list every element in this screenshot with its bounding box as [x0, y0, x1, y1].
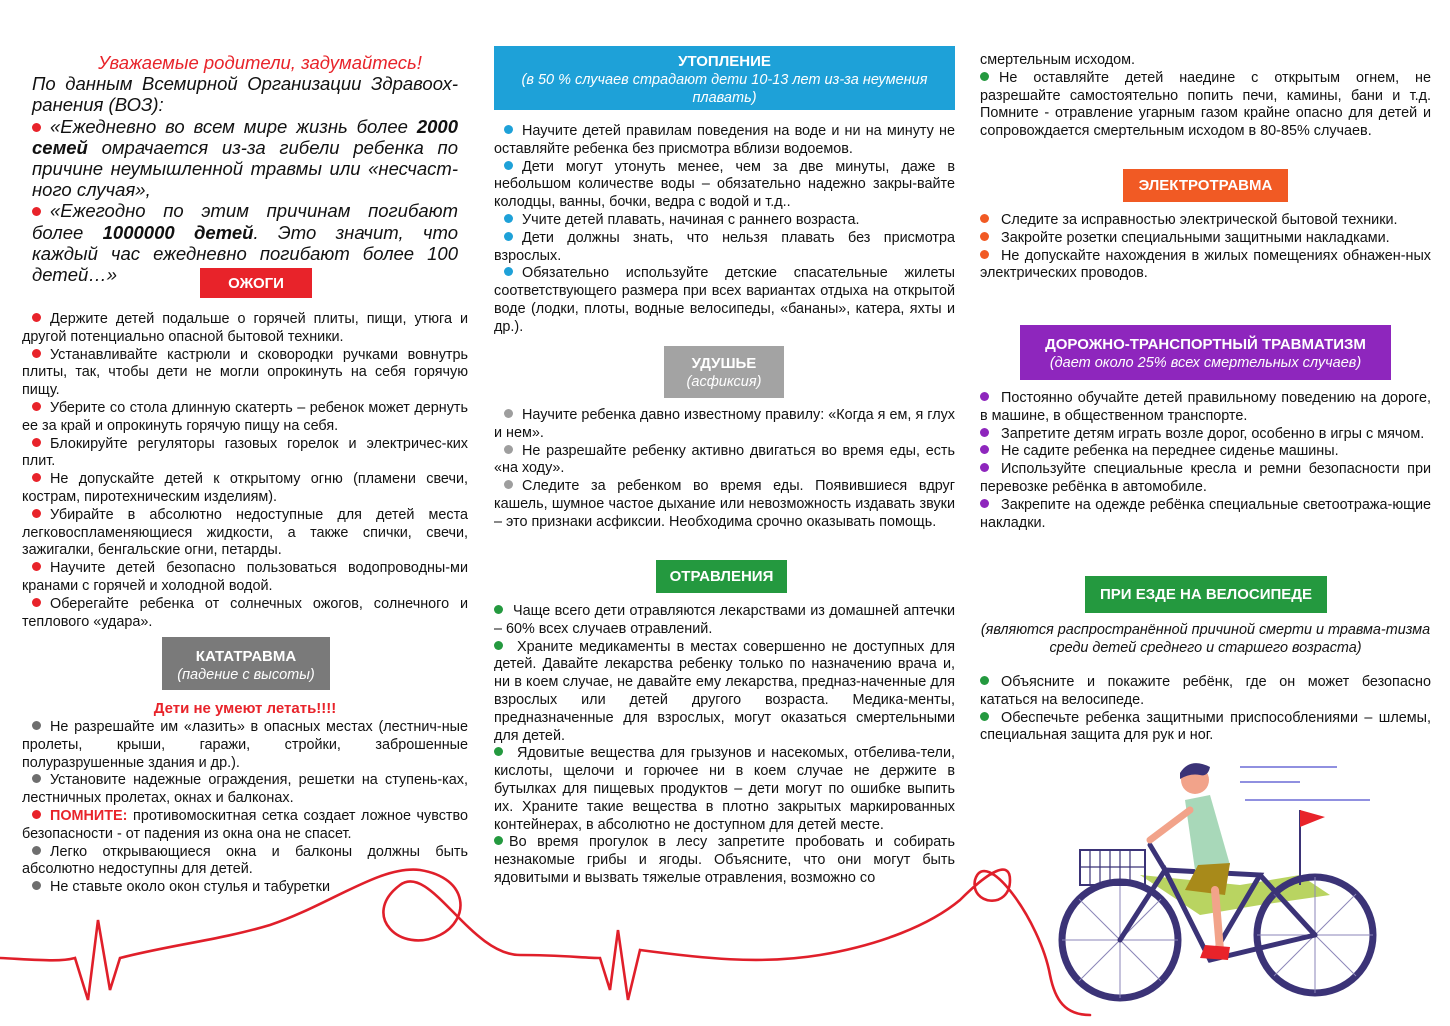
- choking-header: [664, 346, 784, 398]
- list-item: Запретите детям играть возле дорог, особенно в игры с мячом.: [980, 426, 1431, 444]
- list-item: Научите ребенка давно известному правилу: «Когда я ем, я глух и нем».: [494, 407, 955, 441]
- list-item: ПОМНИТЕ: противомоскитная сетка создает ложное чувство безопасности - от падения из окна она не спасет.: [22, 807, 469, 842]
- list-item: Закройте розетки специальными защитными накладками.: [980, 230, 1431, 248]
- list-item: Не разрешайте им «лазить» в опасных местах (лестнич-ные пролеты, крыши, гаражи, стройки, заброшенные полуразрушенные здания и др.).: [22, 719, 468, 771]
- falls-header: [162, 637, 330, 690]
- list-item: Не ставьте около окон стулья и табуретки: [22, 879, 468, 897]
- list-item: Научите детей безопасно пользоваться водопроводны-ми кранами с горячей и холодной водой.: [22, 560, 468, 594]
- list-item: Следите за исправностью электрической бытовой техники.: [980, 212, 1431, 230]
- list-item: Не разрешайте ребенку активно двигаться во время еды, есть «на ходу».: [494, 442, 955, 477]
- choking-subtitle: (асфиксия): [686, 374, 762, 390]
- list-item: Не оставляйте детей наедине с открытым огнем, не разрешайте самостоятельно попить печи, камины, бани и т.д. Помните - отравление угарным газом крайне опасно для детей и сопровождается смертельным исходом в 80-85% случаев.: [980, 69, 1431, 140]
- list-item: Ядовитые вещества для грызунов и насекомых, отбелива-тели, кислоты, щелочи и горючее ни в коем случае не держите в бутылках для пищевых продуктов – дети могут по ошибке выпить их. Храните такие вещества в плотно закрытых маркированных контейнерах, в абсолютно не доступном для детей месте.: [494, 745, 955, 833]
- bike-header: ПРИ ЕЗДЕ НА ВЕЛОСИПЕДЕ: [1085, 576, 1327, 613]
- electro-header: ЭЛЕКТРОТРАВМА: [1123, 169, 1288, 202]
- falls-subtitle: (падение с высоты): [177, 667, 315, 683]
- drowning-list: [494, 123, 955, 337]
- list-item: Устанавливайте кастрюли и сковородки ручками вовнутрь плиты, так, чтобы дети не могли опрокинуть на себя горячую пищу.: [22, 346, 468, 399]
- traffic-title: ДОРОЖНО-ТРАНСПОРТНЫЙ ТРАВМАТИЗМ: [1045, 336, 1366, 353]
- list-item: Используйте специальные кресла и ремни безопасности при перевозке ребёнка в автомобиле.: [980, 461, 1431, 495]
- bike-subtitle: (являются распространённой причиной смерти и травма-тизма среди детей среднего и старшего возраста): [980, 622, 1431, 656]
- list-item: Не допускайте нахождения в жилых помещениях обнажен-ных электрических проводов.: [980, 247, 1431, 282]
- list-item: Блокируйте регуляторы газовых горелок и электричес-ких плит.: [22, 435, 468, 470]
- drowning-subtitle: (в 50 % случаев страдают дети 10-13 лет из-за неумения плавать): [521, 72, 928, 106]
- poisoning-header: ОТРАВЛЕНИЯ: [656, 560, 787, 593]
- list-item: Держите детей подальше о горячей плиты, пищи, утюга и другой потенциально опасной бытовой техники.: [22, 311, 468, 345]
- traffic-subtitle: (дает около 25% всех смертельных случаев): [1049, 355, 1362, 371]
- burns-header: ОЖОГИ: [200, 268, 312, 298]
- list-item: Объясните и покажите ребёнк, где он может безопасно кататься на велосипеде.: [980, 674, 1431, 708]
- list-item: Чаще всего дети отравляются лекарствами из домашней аптечки – 60% всех случаев отравлений.: [494, 603, 955, 637]
- list-item: Постоянно обучайте детей правильному поведению на дороге, в машине, в общественном транспорте.: [980, 390, 1431, 424]
- continued-text: смертельным исходом.: [980, 52, 1136, 68]
- falls-warning: Дети не умеют летать!!!!: [153, 700, 337, 717]
- list-item: Оберегайте ребенка от солнечных ожогов, солнечного и теплового «удара».: [22, 595, 468, 630]
- list-item: Установите надежные ограждения, решетки на ступень-ках, лестничных пролетах, окнах и балконах.: [22, 772, 468, 807]
- bike-list: [980, 674, 1431, 745]
- intro-fact-1: «Ежедневно во всем мире жизнь более 2000 семей омрачается из-за гибели ребенка по причине неумышленной травмы или «несчаст-ного случая»,: [32, 115, 458, 201]
- list-item: Учите детей плавать, начиная с раннего возраста.: [494, 212, 955, 230]
- bullet-icon: [32, 207, 41, 216]
- list-item: Закрепите на одежде ребёнка специальные светоотража-ющие накладки.: [980, 496, 1431, 531]
- list-item: Обеспечьте ребенка защитными приспособлениями – шлемы, специальная защита для рук и ног.: [980, 709, 1431, 744]
- list-item: Храните медикаменты в местах совершенно не доступных для детей. Давайте лекарства ребенку только по назначению врача и, ни в коем случае, не давайте ему лекарства, предназ-наченные для взрослых или детей другого возраста. Медика-менты, предназначенные для взрослых, могут оказаться смертельными для детей.: [494, 638, 955, 744]
- list-item: Дети должны знать, что нельзя плавать без присмотра взрослых.: [494, 229, 955, 264]
- falls-title: КАТАТРАВМА: [195, 648, 297, 665]
- burns-list: [22, 311, 468, 631]
- list-item: Убирайте в абсолютно недоступные для детей места легковоспламеняющиеся жидкости, а также спички, свечи, зажигалки, бенгальские огни, петарды.: [22, 506, 468, 559]
- electro-list: [980, 212, 1431, 283]
- fire-continued: [980, 52, 1431, 141]
- poisoning-list: [494, 603, 955, 888]
- intro-fact-2: «Ежегодно по этим причинам погибают более 1000000 детей. Это значит, что каждый час ежедневно погибают более 100 детей…»: [32, 200, 458, 286]
- list-item: Дети могут утонуть менее, чем за две минуты, даже в небольшом количестве воды – обязательно надежно закры-вайте колодцы, ванны, бочки, ведра с водой и т.д..: [494, 158, 955, 211]
- list-item: Не допускайте детей к открытому огню (пламени свечи, кострам, пиротехническим изделиям).: [22, 471, 468, 505]
- intro-greeting: Уважаемые родители, задумайтесь!: [98, 52, 422, 73]
- falls-list: [22, 719, 468, 897]
- choking-title: УДУШЬЕ: [691, 355, 757, 372]
- list-item: Следите за ребенком во время еды. Появившиеся вдруг кашель, шумное частое дыхание или невозможность издавать звуки – это признаки асфиксии. Необходима срочно оказывать помощь.: [494, 478, 955, 530]
- choking-list: [494, 407, 955, 532]
- drowning-header: [494, 46, 955, 110]
- intro-block: [32, 52, 458, 285]
- list-item: Научите детей правилам поведения на воде и ни на минуту не оставляйте ребенка без присмотра вблизи водоемов.: [494, 123, 955, 157]
- traffic-list: [980, 390, 1431, 532]
- bullet-icon: [32, 123, 41, 132]
- list-item: Обязательно используйте детские спасательные жилеты соответствующего размера при всех вариантах отдыха на открытой воде (лодки, плоты, водные велосипеды, «бананы», катера, яхты и др.).: [494, 265, 955, 335]
- intro-who: По данным Всемирной Организации Здравоох-ранения (ВОЗ):: [32, 73, 458, 116]
- drowning-title: УТОПЛЕНИЕ: [678, 53, 771, 70]
- list-item: Уберите со стола длинную скатерть – ребенок может дернуть ее за край и опрокинуть горячую пищу на себя.: [22, 399, 468, 434]
- list-item: Во время прогулок в лесу запретите пробовать и собирать незнакомые грибы и ягоды. Объясните, что они могут быть ядовитыми и вызвать тяжелые отравления, возможно со: [494, 834, 955, 886]
- child-on-bicycle-illustration: [1050, 755, 1390, 1005]
- traffic-header: [1020, 325, 1391, 380]
- list-item: Не садите ребенка на переднее сиденье машины.: [980, 443, 1431, 461]
- list-item: Легко открывающиеся окна и балконы должны быть абсолютно недоступны для детей.: [22, 843, 468, 878]
